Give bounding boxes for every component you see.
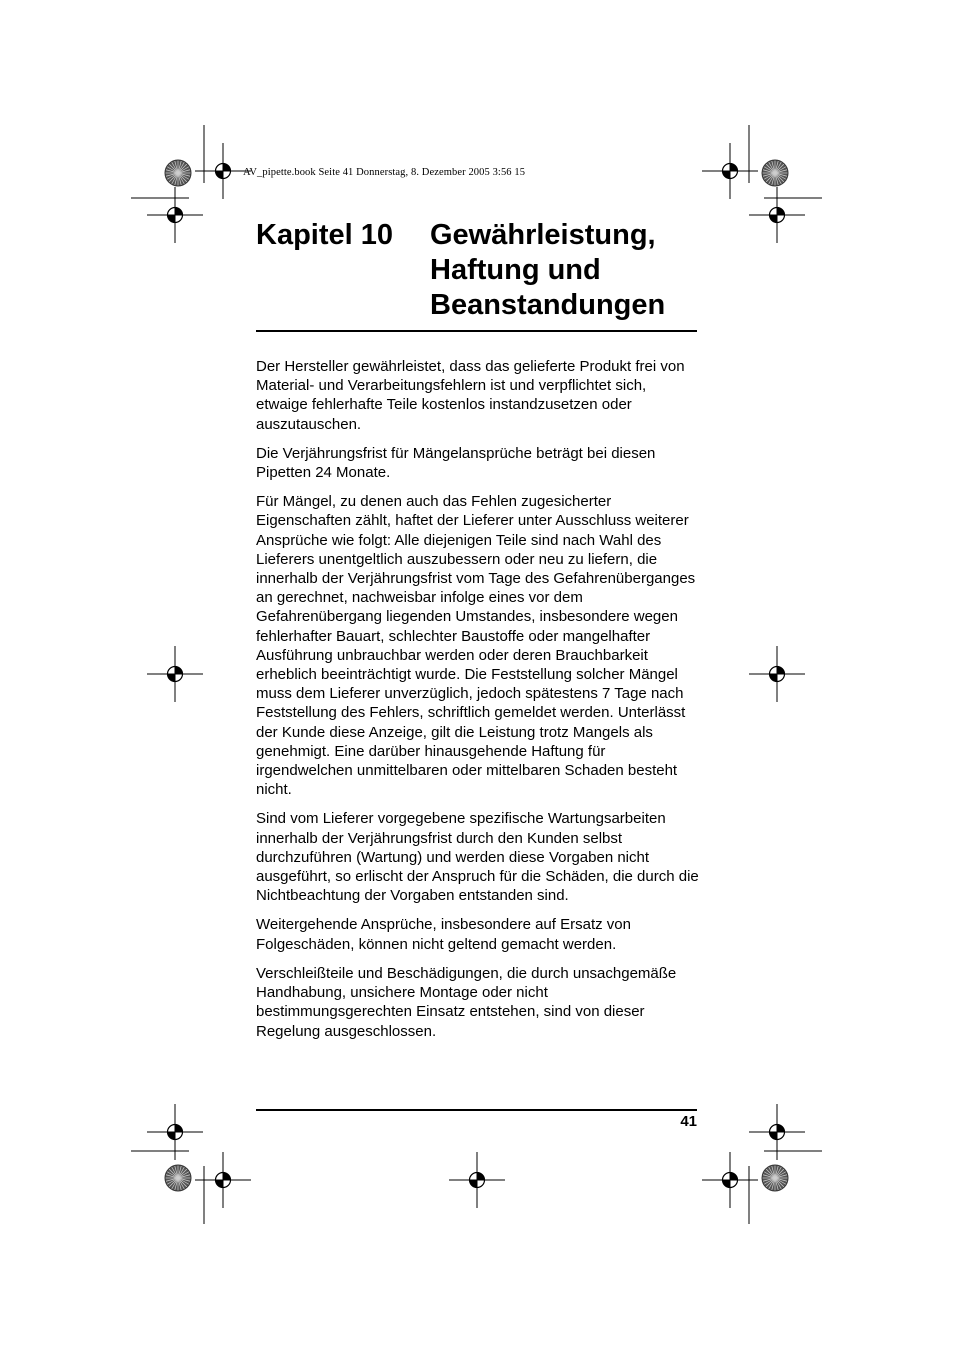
title-rule — [256, 330, 697, 332]
registration-mark-icon — [749, 187, 805, 243]
star-target-icon — [762, 160, 788, 186]
footer-rule — [256, 1109, 697, 1111]
registration-mark-icon — [749, 1104, 805, 1160]
chapter-title-line: Beanstandungen — [430, 289, 666, 321]
paragraph: Der Hersteller gewährleistet, dass das gelieferte Produkt frei von Material- und Verarbeitungsfehlern ist und verpflichtet sich, etwaige fehlerhafte Teile kostenlos instandzusetzen oder auszutauschen. — [256, 358, 685, 433]
paragraph: Sind vom Lieferer vorgegebene spezifische Wartungsarbeiten innerhalb der Verjährungsfrist durch den Kunden selbst durchzuführen (Wartung) und werden diese Vorgaben nicht ausgeführt, so erlischt der Anspruch für die Schäden, die durch die Nichtbeachtung der Vorgaben entstanden sind. — [256, 810, 699, 905]
registration-mark-icon — [147, 646, 203, 702]
star-target-icon — [762, 1165, 788, 1191]
page-number: 41 — [680, 1113, 697, 1130]
paragraph: Weitergehende Ansprüche, insbesondere auf Ersatz von Folgeschäden, können nicht geltend gemacht werden. — [256, 916, 631, 953]
chapter-title-line: Gewährleistung, — [430, 219, 656, 251]
paragraph: Verschleißteile und Beschädigungen, die durch unsachgemäße Handhabung, unsichere Montage oder nicht bestimmungsgerechten Einsatz entstehen, sind von dieser Regelung ausgeschlossen. — [256, 964, 677, 1040]
registration-mark-icon — [749, 646, 805, 702]
star-target-icon — [165, 160, 191, 186]
star-target-icon — [165, 1165, 191, 1191]
registration-mark-icon — [449, 1152, 505, 1208]
chapter-title-line: Haftung und — [430, 254, 601, 286]
paragraph: Für Mängel, zu denen auch das Fehlen zugesicherter Eigenschaften zählt, haftet der Lieferer unter Ausschluss weiterer Ansprüche wie folgt: Alle diejenigen Teile sind nach Wahl des Lieferers unentgeltlich auszubessern oder neu zu liefern, die innerhalb der Verjährungsfrist vom Tage des Gefahrenüberganges an gerechnet, nachweisbar infolge eines vor dem Gefahrenübergang liegenden Umstandes, insbesondere wegen fehlerhafter Bauart, schlechter Baustoffe oder mangelhafter Ausführung unbrauchbar werden oder deren Brauchbarkeit erheblich beeinträchtigt wurde. Die Feststellung solcher Mängel muss dem Lieferer unverzüglich, jedoch spätestens 7 Tage nach Feststellung des Fehlers, schriftlich gemeldet werden. Unterlässt der Kunde diese Anzeige, gilt die Leistung trotz Mangels als genehmigt. Eine darüber hinausgehende Haftung für irgendwelchen unmittelbaren oder mittelbaren Schaden besteht nicht. — [256, 493, 696, 799]
registration-mark-icon — [702, 1152, 758, 1208]
registration-mark-icon — [147, 187, 203, 243]
chapter-label: Kapitel 10 — [256, 219, 393, 251]
print-slug: AV_pipette.book Seite 41 Donnerstag, 8. Dezember 2005 3:56 15 — [243, 167, 526, 178]
chapter-title — [430, 218, 700, 323]
body-text — [256, 357, 701, 1051]
paragraph: Die Verjährungsfrist für Mängelansprüche beträgt bei diesen Pipetten 24 Monate. — [256, 444, 656, 482]
registration-mark-icon — [147, 1104, 203, 1160]
registration-mark-icon — [702, 143, 758, 199]
registration-mark-icon — [195, 1152, 251, 1208]
